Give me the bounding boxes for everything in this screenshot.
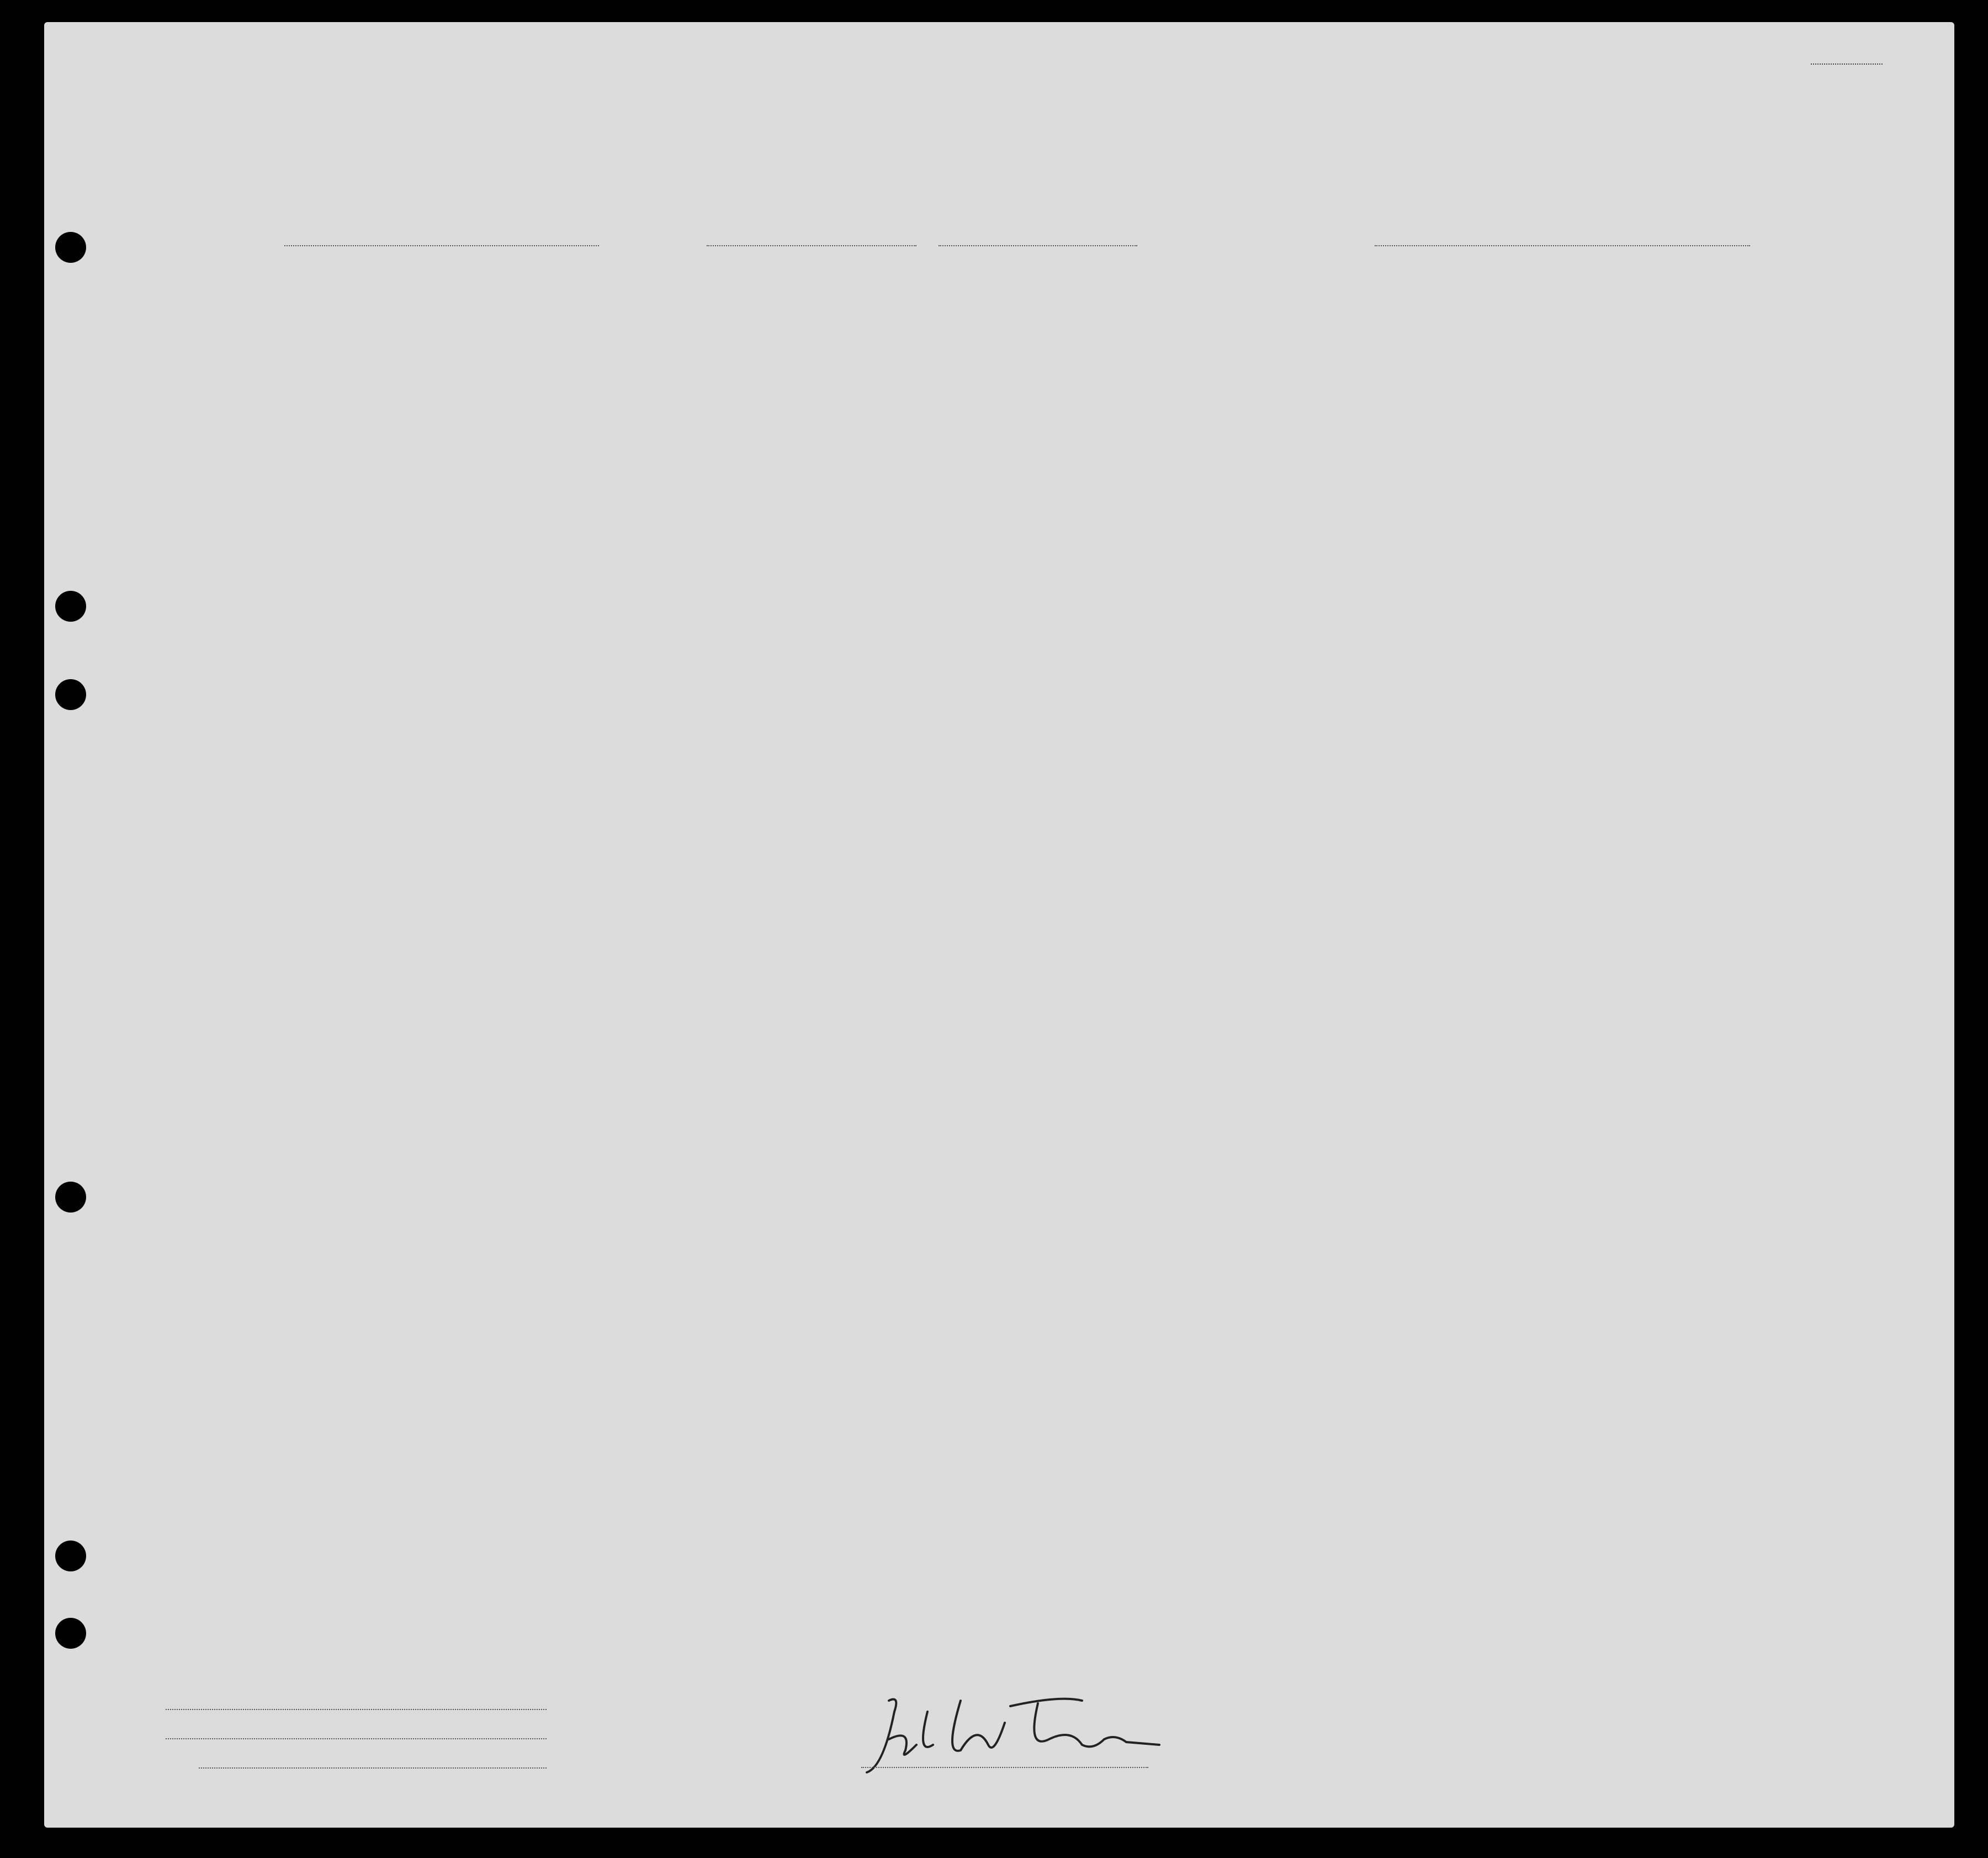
- manifest-sheet: [44, 22, 1954, 1828]
- punch-hole: [55, 1541, 86, 1571]
- inspector-signature: [850, 1690, 1170, 1789]
- punch-hole: [55, 232, 86, 263]
- punch-hole: [55, 679, 86, 710]
- rule: [199, 1767, 547, 1769]
- sheet-number: [1811, 63, 1883, 65]
- punch-hole: [55, 591, 86, 622]
- punch-hole: [55, 1182, 86, 1213]
- rule: [166, 1709, 547, 1710]
- rule: [861, 1767, 1148, 1768]
- rule: [284, 245, 599, 246]
- rule: [707, 245, 916, 246]
- rule: [166, 1738, 547, 1739]
- rule: [1375, 245, 1750, 246]
- vessel-line: [221, 215, 1905, 248]
- rule: [939, 245, 1137, 246]
- punch-hole: [55, 1618, 86, 1649]
